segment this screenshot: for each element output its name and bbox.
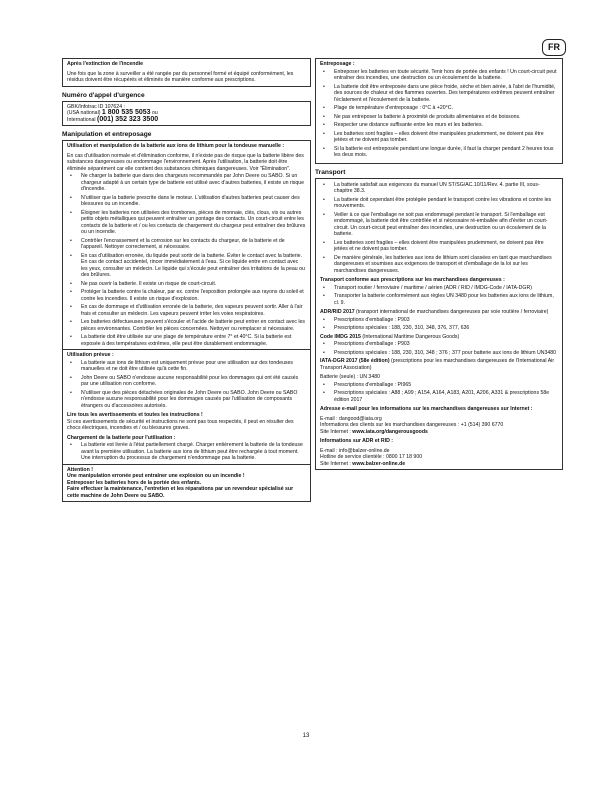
charge-list <box>67 442 306 462</box>
list-item: • Éloigner les batteries non utilisées des trombones, pièces de monnaie, clés, clous, vis ou autres petits objets métalliques qui peuvent entraîner un pontage des contacts. Un court-circuit entre les contacts de la batterie et / ou les contacts de chargement du chargeur peut entraîner des brûlures ou un incendie. <box>67 210 306 236</box>
list-item: • Transporter la batterie conformément aux règles UN 3480 pour les batteries aux ions de lithium, cl. 9. <box>320 293 558 306</box>
list-item: • Prescriptions d'emballage : P903 <box>320 341 558 348</box>
storage-title: Entreposage : <box>320 61 355 67</box>
balzer-site-link[interactable]: www.balzer-online.de <box>352 460 406 467</box>
intl-prefix: International <box>67 116 97 123</box>
language-badge: FR <box>542 39 566 56</box>
attention-line: Une manipulation erronée peut entraîner une explosion ou un incendie ! <box>67 473 245 479</box>
list-item: • Prescriptions d'emballage : P903 <box>320 317 558 324</box>
iata-site-link[interactable]: www.iata.org/dangerousgoods <box>352 428 428 435</box>
list-item: • De manière générale, les batteries aux ions de lithium sont classées en tant que marchandises dangereuses et soumises aux exigences de transport et d'emballage de la loi sur les marchandises dangereuses. <box>320 255 558 275</box>
list-item: • En cas d'utilisation erronée, du liquide peut sortir de la batterie. Éviter le contact avec la batterie. En cas de contact accidentel, rincer immédiatement à l'eau. Si ce liquide entre en contact avec les yeux, consulter un médecin. Le liquide qui s'écoule peut entraîner des irritations de la peau ou des brûlures. <box>67 253 306 279</box>
adr-list <box>320 317 558 332</box>
us-prefix: (USA national) <box>67 110 102 116</box>
list-item: • Transport routier / ferroviaire / maritime / aérien (ADR / RID / IMDG-Code / IATA-DGR) <box>320 285 558 292</box>
handling-intro: En cas d'utilisation normale et d'élimination conforme, il n'existe pas de risque que la batterie libère des substances dangereuses ou endommage l'environnement. Après l'utilisation, la batterie doit être éliminée séparément car elle contient des substances chimiques dangereuses. Voir "Élimination". <box>67 152 304 172</box>
list-item: • Ne pas ouvrir la batterie. Il existe un risque de court-circuit. <box>67 281 306 288</box>
warnings-title: Lire tous les avertissements et toutes les instructions ! <box>67 412 203 418</box>
emergency-title: Numéro d'appel d'urgence <box>62 91 145 99</box>
list-item: • Prescriptions d'emballage : PI965 <box>320 382 558 389</box>
page-number: 13 <box>302 733 310 739</box>
list-item: • Veiller à ce que l'emballage ne soit pas endommagé pendant le transport. Si l'emballage est endommagé, la batterie doit être contrôlée et si nécessaire ré-emballée afin d'éviter un court-circuit. Un court-circuit peut entraîner des incendies, une destruction ou un écoulement de la batterie. <box>320 212 558 238</box>
attention-line: Faire effectuer la maintenance, l'entretien et les réparations par un revendeur spécialisé sur cette machine de John Deere ou SABO. <box>67 486 294 499</box>
charge-title: Chargement de la batterie pour l'utilisation : <box>67 434 176 441</box>
list-item: • N'utiliser que la batterie prescrite dans le moteur. L'utilisation d'autres batteries peut causer des blessures ou un incendie. <box>67 195 306 208</box>
left-column <box>62 58 311 502</box>
list-item: • La batterie satisfait aux exigences du manuel UN ST/SG/AC.10/11/Rev. 4. partie III, sous-chapitre 38.3. <box>320 182 558 195</box>
gbk-line: GBK/Infotrac ID 107624 : <box>67 103 125 110</box>
list-item: • Les batteries sont fragiles – elles doivent être manipulées prudemment, ne doivent pas être jetées et ne doivent pas tomber. <box>320 131 558 144</box>
usage-list <box>67 360 306 410</box>
hotline: Hotline de service clientèle : 0800 17 18 900 <box>320 454 423 460</box>
imdg-heading: Code IMDG 2015 <box>320 333 361 340</box>
list-item: • La batterie est livrée à l'état partiellement chargé. Charger entièrement la batterie de la tondeuse avant la première utilisation. La batterie aux ions de lithium peut être rechargée à tout moment. Une interruption du processus de chargement n'endommage pas la batterie. <box>67 442 306 462</box>
iata-info-phone: Informations des clients sur les marchandises dangereuses : +1 (514) 390 6770 <box>320 422 504 428</box>
list-item: • En cas de dommage et d'utilisation erronée de la batterie, des vapeurs peuvent sortir. Aller à l'air frais et consulter un médecin. Les vapeurs peuvent irriter les voies respiratoires. <box>67 304 306 317</box>
intl-number: (001) 352 323 3500 <box>97 115 159 123</box>
handling-box-title: Utilisation et manipulation de la batterie aux ions de lithium pour la tondeuse manuelle : <box>67 143 285 149</box>
list-item: • Contrôler l'encrassement et la corrosion sur les contacts du chargeur, de la batterie et de l'appareil. Nettoyer correctement, si nécessaire. <box>67 238 306 251</box>
adr-info-title: Informations sur ADR et RID : <box>320 438 394 444</box>
attention-title: Attention ! <box>67 466 93 473</box>
extinction-title: Après l'extinction de l'incendie <box>67 61 143 67</box>
handling-box <box>62 140 311 502</box>
list-item: • La batterie aux ions de lithium est uniquement prévue pour une utilisation sur des tondeuses manuelles et ne doit être utilisée qu'à cette fin. <box>67 360 306 373</box>
list-item: • La batterie doit être utilisée sur une plage de température entre 7° et 40°C. Si la batterie est exposée à des températures extrêmes, elle peut être durablement endommagée. <box>67 334 306 347</box>
handling-list <box>67 173 306 347</box>
list-item: • Ne pas entreposer la batterie à proximité de produits alimentaires et de boissons. <box>320 114 558 121</box>
divider <box>63 349 310 350</box>
transport-box <box>315 178 563 471</box>
imdg-text: (International Maritime Dangerous Goods) <box>360 333 460 340</box>
list-item: • Prescriptions spéciales : 188, 230, 310, 348, 376, 377, 636 <box>320 325 558 332</box>
attention-line: Entreposer les batteries hors de la portée des enfants. <box>67 479 202 486</box>
battery-line: Batterie (seule) : UN 3480 <box>320 374 380 380</box>
conform-title: Transport conforme aux prescriptions sur les marchandises dangereuses : <box>320 277 505 283</box>
adr-heading: ADR/RID 2017 <box>320 309 355 315</box>
list-item: • Entreposer les batteries en toute sécurité. Tenir hors de portée des enfants ! Un court-circuit peut entraîner des incendies, une destruction ou un écoulement de la batterie. <box>320 69 558 82</box>
site-prefix: Site Internet : <box>320 428 353 435</box>
list-item: • Respecter une distance suffisante entre les murs et les batteries. <box>320 122 558 129</box>
us-suffix: ou <box>150 110 158 116</box>
list-item: • Si la batterie est entreposée pendant une longue durée, il faut la charger pendant 2 heures tous les deux mois. <box>320 146 558 159</box>
storage-box <box>315 58 563 164</box>
extinction-text: Une fois que la zone à surveiller a été rangée par du personnel formé et équipé conformément, les résidus doivent être récupérés et éliminés de manière conforme aux prescriptions. <box>67 70 294 83</box>
iata-email: E-mail : dangood@iata.org <box>320 415 382 422</box>
list-item: • Plage de température d'entreposage : 0°C à +20°C. <box>320 105 558 112</box>
site-prefix: Site Internet : <box>320 460 353 467</box>
email-title: Adresse e-mail pour les informations sur les marchandises dangereuses sur Internet : <box>320 406 533 412</box>
extinction-box <box>62 58 311 87</box>
handling-title: Manipulation et entreposage <box>62 131 152 138</box>
transport-list <box>320 182 558 275</box>
imdg-list <box>320 341 558 356</box>
transport-title: Transport <box>315 168 346 176</box>
us-number: 1 800 535 5053 <box>101 109 151 116</box>
divider <box>63 464 310 465</box>
usage-title: Utilisation prévue : <box>67 352 114 358</box>
list-item: • La batterie doit être entreposée dans une pièce froide, sèche et bien aérée, à l'abri de l'humidité, des sources de chaleur et des flammes ouvertes. Des températures extrêmes peuvent entraîner l'éclatement et l'écoulement de la batterie. <box>320 84 558 104</box>
list-item: • John Deere ou SABO n'endosse aucune responsabilité pour les dommages qui ont été causés par une utilisation non conforme. <box>67 375 306 388</box>
list-item: • Prescriptions spéciales : 188, 230, 310, 348 ; 376 ; 377 pour batterie aux ions de lithium UN3480 <box>320 350 558 357</box>
right-column <box>315 58 563 470</box>
list-item: • Protéger la batterie contre la chaleur, par ex. contre l'exposition prolongée aux rayons du soleil et contre les incendies. Il existe un risque d'explosion. <box>67 289 306 302</box>
adr-text: (transport international de marchandises dangereuses par voie routière / ferroviaire) <box>354 309 549 315</box>
list-item: • La batterie doit cependant être protégée pendant le transport contre les vibrations et contre les mouvements. <box>320 197 558 210</box>
iata-text: (prescriptions pour les marchandises dangereuses de l'International Air Transport Association) <box>320 358 555 371</box>
iata-heading: IATA-DGR 2017 (58e édition) <box>320 358 390 364</box>
list-item: • Prescriptions spéciales : A88 ; A99 ; A154, A164, A183, A201, A206, A331 & prescriptions 58e édition 2017 <box>320 390 558 403</box>
list-item: • N'utiliser que des pièces détachées originales de John Deere ou SABO. John Deere ou SABO n'endosse aucune responsabilité pour les dommages causés par l'utilisation de composants étrangers ou d'accessoires autorisés. <box>67 390 306 410</box>
balzer-email: E-mail : info@balzer-online.de <box>320 447 390 454</box>
list-item: • Les batteries défectueuses peuvent s'écouler et l'acide de batterie peut entrer en contact avec les pièces environnantes. Contrôler les pièces concernées. Nettoyer ou remplacer si nécessaire. <box>67 319 306 332</box>
storage-list <box>320 69 558 159</box>
list-item: • Les batteries sont fragiles – elles doivent être manipulées prudemment, ne doivent pas être jetées et ne doivent pas tomber. <box>320 240 558 253</box>
conform-list <box>320 285 558 307</box>
warnings-text: Si ces avertissements de sécurité et instructions ne sont pas tous respectés, il peut en résulter des chocs électriques, incendies et / ou blessures graves. <box>67 418 294 431</box>
iata-list <box>320 382 558 404</box>
list-item: • Ne charger la batterie que dans des chargeurs recommandés par John Deere ou SABO. Si un chargeur adapté à un certain type de batterie est utilisé avec d'autres batteries, il existe un risque d'incendie. <box>67 173 306 193</box>
emergency-box <box>62 101 311 127</box>
